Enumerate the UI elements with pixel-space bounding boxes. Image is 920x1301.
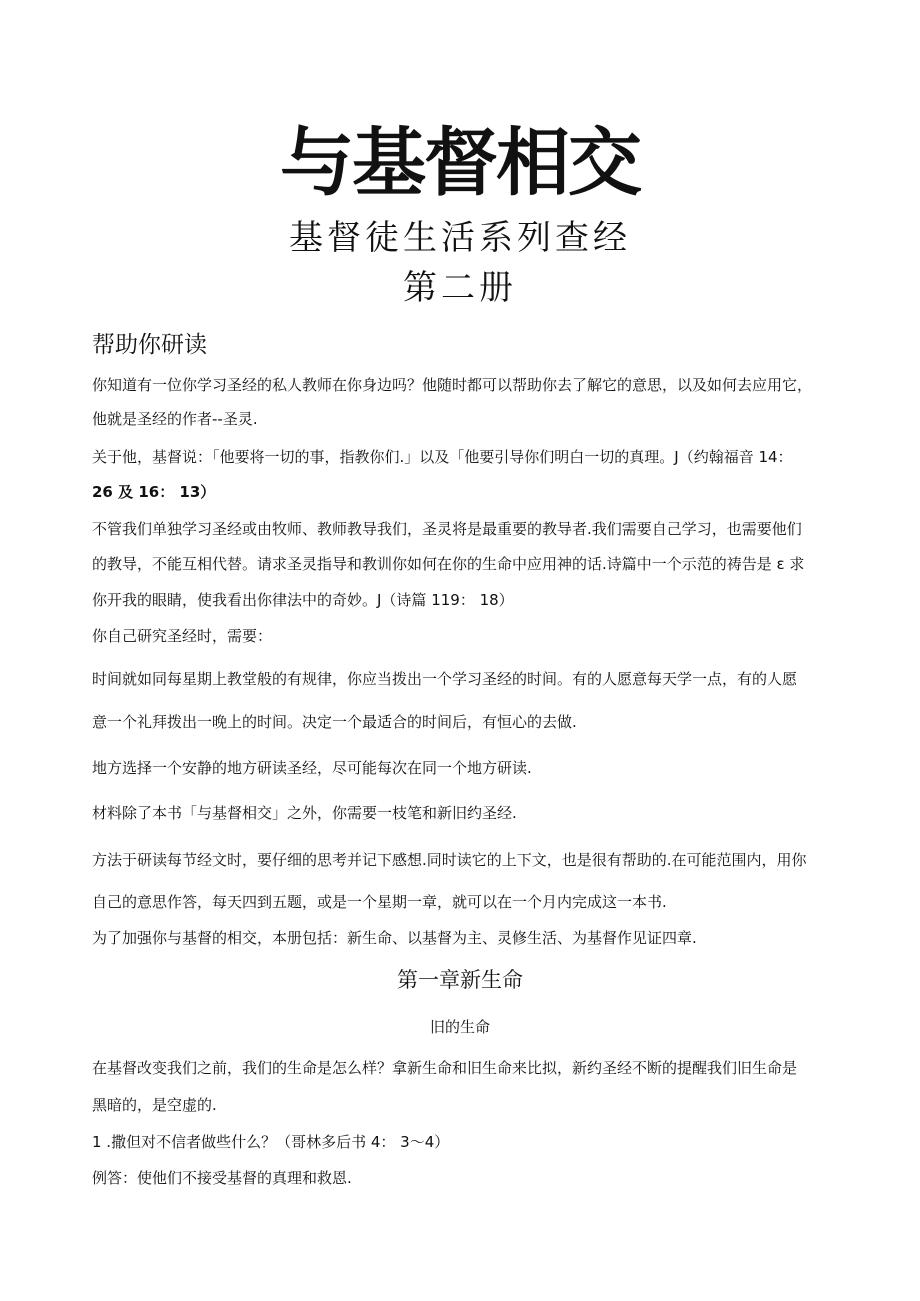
volume-label: 第二册 <box>403 268 517 308</box>
holy-spirit-paragraph-line: 的教导，不能互相代替。请求圣灵指导和教训你如何在你的生命中应用神的话.诗篇中一个示范的祷告是 ε 求 <box>92 555 805 573</box>
holy-spirit-paragraph-line: 不管我们单独学习圣经或由牧师、教师教导我们，圣灵将是最重要的教导者.我们需要自己学习，也需要他们 <box>92 520 802 538</box>
subsection-title: 旧的生命 <box>429 1018 490 1036</box>
need-method-line: 自己的意思作答，每天四到五题，或是一个星期一章，就可以在一个月内完成这一本书. <box>92 893 667 911</box>
scripture-reference: 26 及 16： 13） <box>92 483 216 501</box>
document-subtitle: 基督徒生活系列查经 <box>289 218 631 258</box>
need-time-line: 意一个礼拜拨出一晚上的时间。决定一个最适合的时间后，有恒心的去做. <box>92 713 577 731</box>
answer-1: 例答：使他们不接受基督的真理和救恩. <box>92 1169 352 1187</box>
question-1: 1 .撒但对不信者做些什么？（哥林多后书 4： 3～4） <box>92 1133 450 1151</box>
document-title: 与基督相交 <box>280 120 640 206</box>
quote-paragraph-line: 关于他，基督说：「他要将一切的事，指教你们.」以及「他要引导你们明白一切的真理。J（约翰福音 14： <box>92 448 793 466</box>
need-method-line: 方法于研读每节经文时，要仔细的思考并记下感想.同时读它的上下文，也是很有帮助的.在可能范围内，用你 <box>92 851 807 869</box>
chapter-paragraph-line: 在基督改变我们之前，我们的生命是怎么样？拿新生命和旧生命来比拟，新约圣经不断的提醒我们旧生命是 <box>92 1059 798 1077</box>
chapter-title: 第一章新生命 <box>397 968 523 992</box>
need-time-line: 时间就如同每星期上教堂般的有规律，你应当拨出一个学习圣经的时间。有的人愿意每天学一点，有的人愿 <box>92 670 798 688</box>
need-place: 地方选择一个安静的地方研读圣经，尽可能每次在同一个地方研读. <box>92 759 532 777</box>
section-heading-help: 帮助你研读 <box>92 332 207 358</box>
intro-paragraph-line: 你知道有一位你学习圣经的私人教师在你身边吗？他随时都可以帮助你去了解它的意思，以及如何去应用它， <box>92 376 813 394</box>
intro-paragraph-line: 他就是圣经的作者--圣灵. <box>92 410 258 428</box>
holy-spirit-paragraph-line: 你开我的眼睛，使我看出你律法中的奇妙。J（诗篇 119： 18） <box>92 591 514 609</box>
volume-summary: 为了加强你与基督的相交，本册包括：新生命、以基督为主、灵修生活、为基督作见证四章. <box>92 929 697 947</box>
needs-intro: 你自己研究圣经时，需要： <box>92 627 273 645</box>
need-material: 材料除了本书「与基督相交」之外，你需要一枝笔和新旧约圣经. <box>92 804 517 822</box>
chapter-paragraph-line: 黑暗的，是空虚的. <box>92 1096 217 1114</box>
